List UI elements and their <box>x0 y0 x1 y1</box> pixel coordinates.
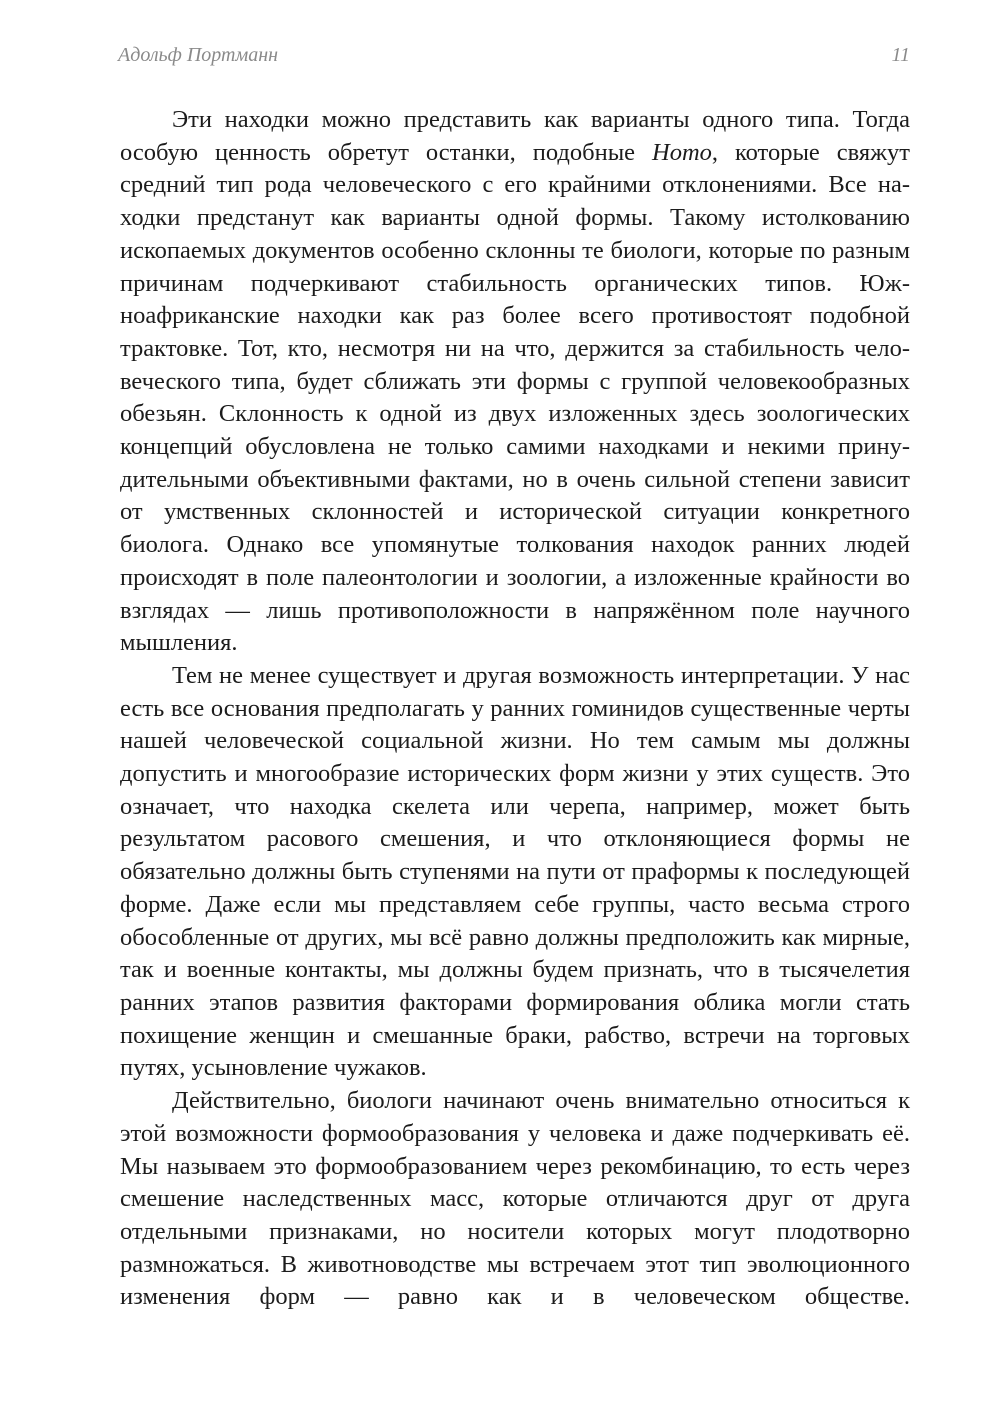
body-text <box>120 104 910 1314</box>
paragraph-1 <box>120 104 910 660</box>
paragraph-3: Действительно, биологи начинают очень внимательно относиться к этой возможности формообразования у человека и даже подчеркивать её. Мы называем это формообразованием через рекомбинацию, то есть через смешение наследственных масс, которые отличаются друг от друга отдельными признаками, но носители которых могут плодотворно размножаться. В животноводстве мы встречаем этот тип эволюционного изменения форм — равно как и в человеческом обществе. <box>120 1087 910 1311</box>
paragraph-2: Тем не менее существует и другая возможность интерпретации. У нас есть все основания предполагать у ранних гоминидов существенные черты нашей человеческой социальной жизни. Но тем самым мы должны допустить и многообразие исторических форм жизни у этих существ. Это означает, что находка скелета или черепа, например, может быть результатом расового смешения, и что отклоняющиеся формы не обязательно должны быть ступенями на пути от праформы к последующей форме. Даже если мы представляем себе группы, часто весьма строго обособленные от других, мы всё равно должны предположить как мирные, так и военные контакты, мы должны будем признать, что в тысячелетия ранних этапов развития факторами формирования облика могли стать похищение женщин и смешанные браки, рабство, встречи на торговых путях, усыновление чужаков. <box>120 661 910 1082</box>
italic-term-homo: Homo <box>652 138 712 166</box>
paragraph-1-part-2: , которые свяжут средний тип рода человеческого с его крайними отклонениями. Все находки предстанут как варианты одной формы. Такому истолкованию ископаемых документов особенно склонны те биологи, которые по разным причинам подчеркивают стабильность органических типов. Южноафриканские находки как раз более всего противостоят подобной трактовке. Тот, кто, несмотря ни на что, держится за стабильность человеческого типа, будет сближать эти формы с группой человекообразных обезьян. Склонность к одной из двух изложенных здесь зоологических концепций обусловлена не только самими находками и некими принудительными объективными фактами, но в очень сильной степени зависит от умственных склонностей и исторической ситуации конкретного биолога. Однако все упомянутые толкования находок ранних людей происходят в поле палеонтологии и зоологии, а изложенные крайности во взглядах — лишь противоположности в напряжённом поле научного мышления. <box>120 138 910 657</box>
running-head-author: Адольф Портманн <box>118 44 279 66</box>
paragraph-1-part-1: Эти находки можно представить как варианты одного типа. Тогда особую ценность обретут останки, подобные <box>120 106 910 166</box>
running-head <box>118 44 910 74</box>
page-number: 11 <box>891 44 910 66</box>
